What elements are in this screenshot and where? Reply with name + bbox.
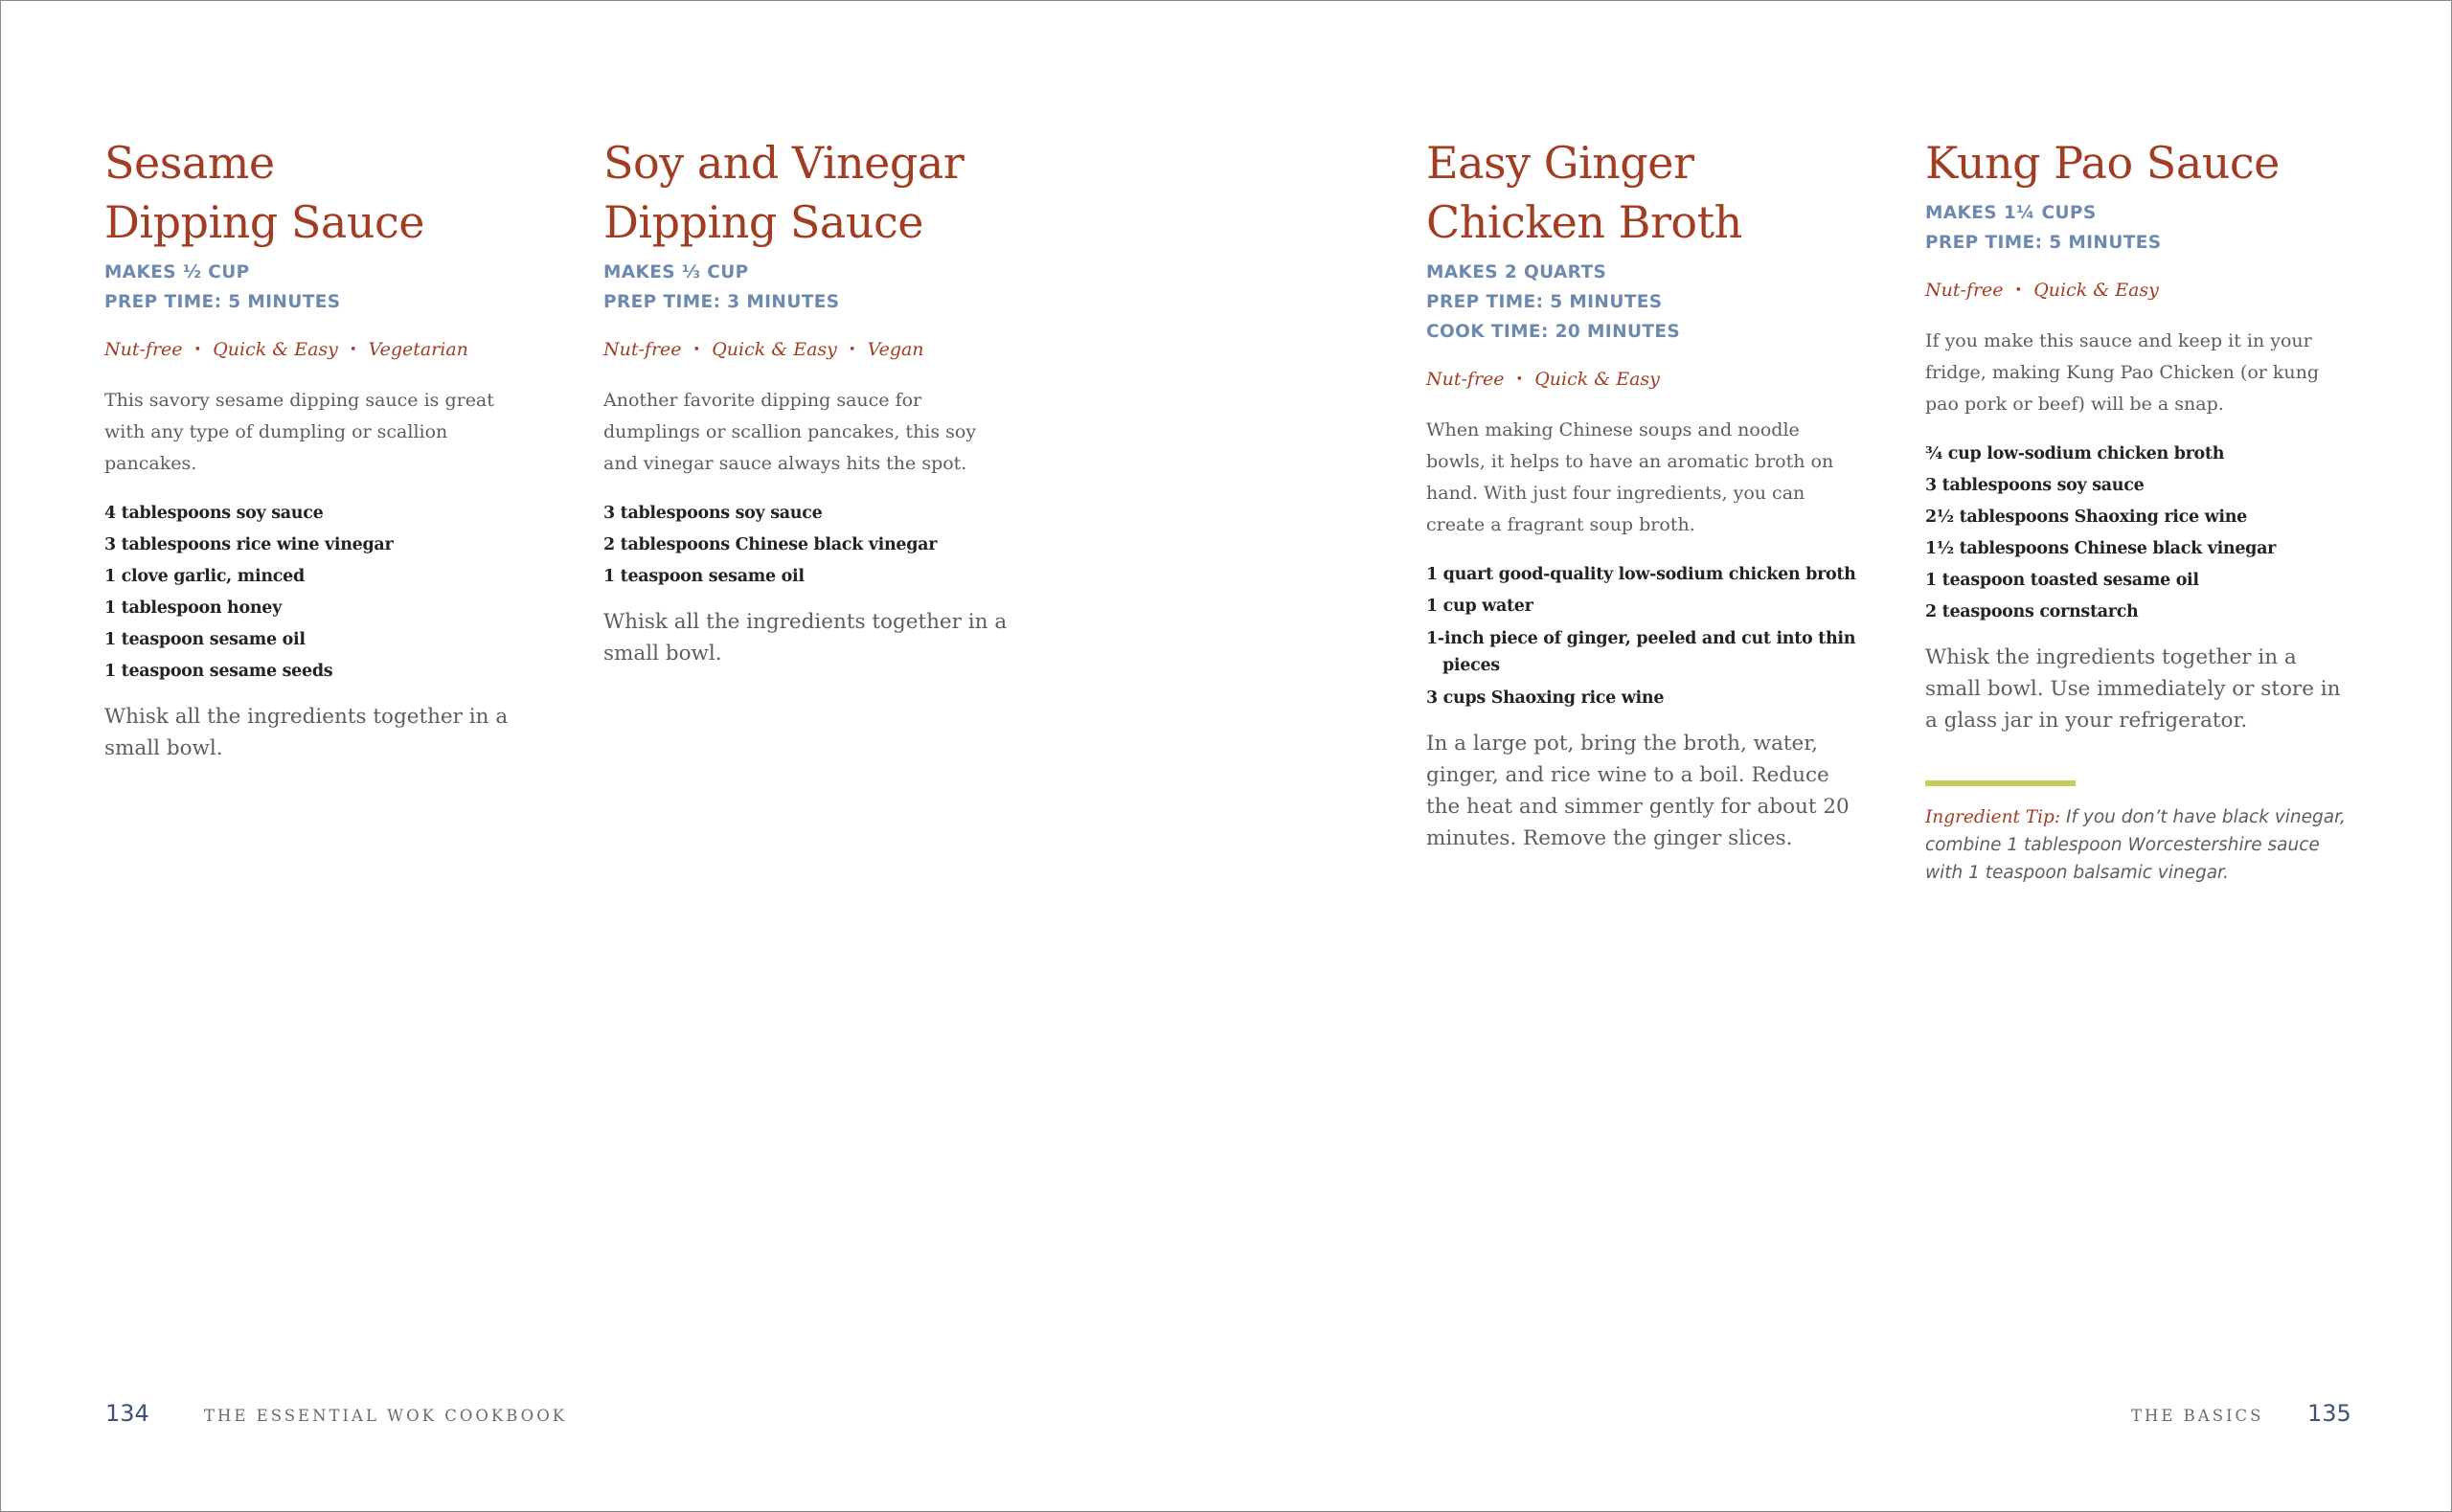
- recipe-method: Whisk the ingredients together in a small bowl. Use immediately or store in a glass jar in your refrigerator.: [1925, 645, 2341, 733]
- recipe-title-line-2: Dipping Sauce: [603, 196, 923, 248]
- ingredient-list: [104, 498, 516, 688]
- recipe-intro: This savory sesame dipping sauce is great with any type of dumpling or scallion pancakes.: [104, 390, 494, 474]
- recipe-title-line-1: Easy Ginger: [1426, 137, 1694, 189]
- yield-line: MAKES 2 QUARTS: [1426, 262, 1607, 282]
- recipe-kung-pao-sauce: [1925, 133, 2356, 905]
- ingredient-item: 1 quart good-quality low-sodium chicken broth: [1426, 565, 1856, 584]
- recipe-intro: When making Chinese soups and noodle bowls, it helps to have an aromatic broth on hand. With just four ingredients, you can create a fragrant soup broth.: [1426, 419, 1834, 535]
- tag-separator: •: [193, 343, 202, 357]
- recipe-meta: [1426, 258, 1857, 347]
- diet-tag: Quick & Easy: [213, 339, 338, 360]
- ingredient-item: 4 tablespoons soy sauce: [104, 504, 324, 523]
- tip-divider: [1925, 780, 2076, 786]
- ingredient-list: [1426, 559, 1857, 714]
- recipe-meta: [1925, 198, 2356, 258]
- recipe-meta: [104, 258, 516, 317]
- ingredient-item: 3 tablespoons soy sauce: [1925, 476, 2145, 495]
- diet-tags: [104, 336, 516, 364]
- recipe-title-line-2: Dipping Sauce: [104, 196, 424, 248]
- ingredient-list: [603, 498, 1015, 593]
- recipe-title: [1426, 133, 1857, 252]
- diet-tags: [603, 336, 1015, 364]
- ingredient-item: 1 tablespoon honey: [104, 598, 282, 618]
- ingredient-item: 3 tablespoons soy sauce: [603, 504, 823, 523]
- prep-time-line: PREP TIME: 5 MINUTES: [1925, 233, 2162, 253]
- recipe-method: Whisk all the ingredients together in a small bowl.: [104, 705, 509, 760]
- tag-separator: •: [848, 343, 856, 357]
- yield-line: MAKES 1¼ CUPS: [1925, 203, 2097, 223]
- ingredient-item: 3 tablespoons rice wine vinegar: [104, 535, 394, 554]
- ingredient-item: 2 teaspoons cornstarch: [1925, 602, 2139, 621]
- diet-tag: Quick & Easy: [2033, 280, 2159, 301]
- tag-separator: •: [349, 343, 357, 357]
- ingredient-item: ¾ cup low-sodium chicken broth: [1925, 444, 2225, 463]
- ingredient-item: 1 cup water: [1426, 597, 1533, 616]
- yield-line: MAKES ⅓ CUP: [603, 262, 749, 282]
- prep-time-line: PREP TIME: 5 MINUTES: [104, 292, 341, 312]
- left-running-head: THE ESSENTIAL WOK COOKBOOK: [204, 1407, 568, 1425]
- recipe-title: [1925, 133, 2356, 192]
- diet-tag: Vegetarian: [368, 339, 468, 360]
- ingredient-item: 1½ tablespoons Chinese black vinegar: [1925, 539, 2277, 558]
- tip-text: If you don’t have black vinegar, combine 1 tablespoon Worcestershire sauce with 1 teaspoon balsamic vinegar.: [1925, 807, 2346, 883]
- recipe-method: In a large pot, bring the broth, water, ginger, and rice wine to a boil. Reduce the heat and simmer gently for about 20 minutes. Remove the ginger slices.: [1426, 732, 1850, 850]
- tag-separator: •: [2014, 283, 2023, 298]
- prep-time-line: PREP TIME: 5 MINUTES: [1426, 292, 1663, 312]
- recipe-title-line-1: Kung Pao Sauce: [1925, 137, 2280, 189]
- left-page-number: 134: [105, 1400, 149, 1427]
- recipe-easy-ginger-chicken-broth: [1426, 133, 1857, 875]
- diet-tag: Nut-free: [1925, 280, 2004, 301]
- recipe-intro: Another favorite dipping sauce for dumplings or scallion pancakes, this soy and vinegar sauce always hits the spot.: [603, 390, 977, 474]
- tag-separator: •: [1515, 372, 1524, 387]
- diet-tag: Vegan: [867, 339, 924, 360]
- cook-time-line: COOK TIME: 20 MINUTES: [1426, 322, 1681, 342]
- diet-tag: Nut-free: [1426, 369, 1505, 390]
- recipe-method: Whisk all the ingredients together in a small bowl.: [603, 610, 1008, 666]
- ingredient-item: 1 teaspoon toasted sesame oil: [1925, 571, 2199, 590]
- diet-tag: Quick & Easy: [712, 339, 837, 360]
- right-running-head: THE BASICS: [2131, 1407, 2264, 1425]
- recipe-title-line-1: Soy and Vinegar: [603, 137, 965, 189]
- recipe-title-line-2: Chicken Broth: [1426, 196, 1742, 248]
- ingredient-item: 1 clove garlic, minced: [104, 567, 305, 586]
- diet-tag: Quick & Easy: [1534, 369, 1660, 390]
- diet-tags: [1925, 277, 2356, 305]
- ingredient-list: [1925, 439, 2356, 628]
- diet-tag: Nut-free: [603, 339, 682, 360]
- recipe-soy-vinegar-dipping-sauce: [603, 133, 1015, 690]
- recipe-intro: If you make this sauce and keep it in your fridge, making Kung Pao Chicken (or kung pao pork or beef) will be a snap.: [1925, 330, 2320, 415]
- diet-tags: [1426, 366, 1857, 394]
- recipe-title: [104, 133, 516, 252]
- ingredient-tip: [1925, 803, 2356, 887]
- ingredient-item: 1 teaspoon sesame oil: [104, 630, 306, 649]
- ingredient-item: 1-inch piece of ginger, peeled and cut into thin pieces: [1426, 629, 1856, 675]
- prep-time-line: PREP TIME: 3 MINUTES: [603, 292, 840, 312]
- ingredient-item: 1 teaspoon sesame oil: [603, 567, 805, 586]
- recipe-meta: [603, 258, 1015, 317]
- recipe-title-line-1: Sesame: [104, 137, 275, 189]
- right-page-number: 135: [2307, 1400, 2351, 1427]
- recipe-sesame-dipping-sauce: [104, 133, 516, 785]
- ingredient-item: 2½ tablespoons Shaoxing rice wine: [1925, 508, 2247, 527]
- ingredient-item: 3 cups Shaoxing rice wine: [1426, 688, 1665, 708]
- tag-separator: •: [692, 343, 701, 357]
- recipe-title: [603, 133, 1015, 252]
- ingredient-item: 2 tablespoons Chinese black vinegar: [603, 535, 938, 554]
- ingredient-item: 1 teaspoon sesame seeds: [104, 662, 333, 681]
- tip-label: Ingredient Tip:: [1925, 807, 2061, 827]
- yield-line: MAKES ½ CUP: [104, 262, 250, 282]
- diet-tag: Nut-free: [104, 339, 183, 360]
